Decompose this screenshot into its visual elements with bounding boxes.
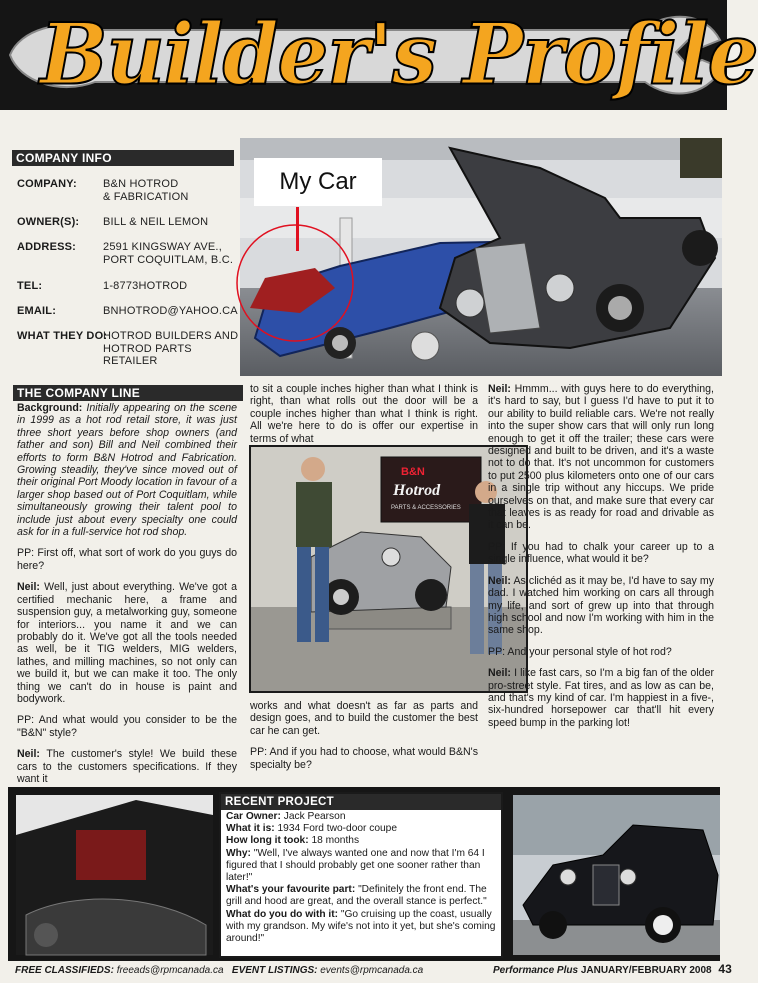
events-label: EVENT LISTINGS: <box>231 965 318 976</box>
recent-project-item-label: Car Owner: <box>226 811 281 822</box>
interview-column-2-top: to sit a couple inches higher than what I think is right, than what rolls out the door will be a couple inches higher than what I think is right. All we're here to do is offer our expertise in terms of what <box>250 383 478 445</box>
shop-sign-line2: Hotrod <box>393 482 441 499</box>
recent-project-item-label: What do you do with it: <box>226 908 339 920</box>
owners-photo <box>249 445 528 693</box>
company-info-panel <box>12 150 234 166</box>
footer-issue-line <box>493 962 732 976</box>
page-number: 43 <box>718 962 732 976</box>
annotation-label: My Car <box>254 158 382 206</box>
company-info-label: ADDRESS: <box>17 241 77 253</box>
recent-project-item-text: 1934 Ford two-door coupe <box>277 823 398 835</box>
background-label: Background: <box>17 402 83 414</box>
recent-project-item <box>226 848 496 885</box>
company-info-label: EMAIL: <box>17 305 57 317</box>
background-text: Initially appearing on the scene in 1999 as a hot rod retail store, it was just three short years before shop owners (and father and son) Bill and Neil combined their efforts to form B&N Hotrod and Fabrication. Growing steadily, they've since moved out of their original Port Moody location in favour of a larger shop based out of Port Coquitlam, while simultaneously growing their talent pool to include just about every specialty one could ask for in a full-service hot rod shop. <box>17 402 237 539</box>
question-2: PP: And what would you consider to be the "B&N" style? <box>17 714 237 739</box>
company-info-value: B&N HOTROD & FABRICATION <box>103 178 189 203</box>
answer-2-label: Neil: <box>17 748 40 761</box>
answer-4-label: Neil: <box>488 574 511 587</box>
company-info-value: 1-8773HOTROD <box>103 280 188 292</box>
column-2-continuation: works and what doesn't as far as parts and design goes, and to build the customer the best car he can get. <box>250 700 478 737</box>
company-info-label: COMPANY: <box>17 178 77 190</box>
interview-column-3 <box>488 383 714 738</box>
recent-project-item-label: What's your favourite part: <box>226 884 356 896</box>
footer-contact-line <box>15 965 495 976</box>
answer-1-label: Neil: <box>17 581 40 594</box>
question-5: PP: And your personal style of hot rod? <box>488 645 672 658</box>
answer-5: I like fast cars, so I'm a big fan of the older pro-street style. Fat tires, and as low as can be, and that's my kind of car. I'm happiest in a five-, six-hundred horsepower car that'll hit every speed bump in the parking lot! <box>488 667 714 729</box>
interview-column-1 <box>17 402 237 794</box>
recent-project-heading: RECENT PROJECT <box>221 794 501 810</box>
owners-with-car-illustration <box>251 447 526 691</box>
classifieds-email[interactable]: freeads@rpmcanada.ca <box>116 965 224 976</box>
question-3: PP: And if you had to choose, what would B&N's specialty be? <box>250 746 478 771</box>
recent-project-item-label: Why: <box>226 847 251 859</box>
company-info-label: OWNER(S): <box>17 216 80 228</box>
recent-project-item-text: Jack Pearson <box>283 811 346 822</box>
page-title: Builder's Profile <box>40 4 758 104</box>
answer-5-label: Neil: <box>488 667 511 680</box>
company-info-value[interactable]: BNHOTROD@YAHOO.CA <box>103 305 238 317</box>
recent-project-item <box>226 835 496 847</box>
page-header-banner <box>0 0 758 110</box>
recent-project-item-text: "Go cruising up the coast, usually with my grandson. My wife's not into it yet, but she's coming around!" <box>226 908 496 945</box>
recent-project-item-text: 18 months <box>311 835 360 847</box>
shop-sign-line1: B&N <box>401 466 425 478</box>
recent-project-item-label: What it is: <box>226 823 275 835</box>
company-info-value: HOTROD BUILDERS AND HOTROD PARTS RETAILER <box>103 330 239 367</box>
project-detail-photo <box>16 795 213 955</box>
company-info-heading: COMPANY INFO <box>12 150 234 166</box>
magazine-name: Performance Plus <box>493 965 579 976</box>
recent-project-item <box>226 811 496 823</box>
events-email[interactable]: events@rpmcanada.ca <box>320 965 424 976</box>
annotation-pointer <box>296 207 299 251</box>
answer-1: Well, just about everything. We've got a certified mechanic here, a frame and suspension guy, a metalworking guy, someone for interiors... you name it and we can probably do it. We've got all the tools needed as well, be it TIG welders, MIG welders, lathes, and milling machines, so not only can we build it, but we can make it too. The only thing we can't do in house is paint and bodywork. <box>17 581 237 705</box>
recent-project-item <box>226 884 496 908</box>
recent-project-item-text: "Well, I've always wanted one and now that I'm 64 I figured that I should probably get one sooner rather than later!" <box>226 847 485 884</box>
ford-coupe-illustration <box>513 795 720 955</box>
recent-project-item-label: How long it took: <box>226 835 309 847</box>
recent-project-items <box>221 810 501 946</box>
company-info-label: TEL: <box>17 280 43 292</box>
recent-project-item <box>226 823 496 835</box>
company-line-heading: THE COMPANY LINE <box>13 385 243 401</box>
answer-3: Hmmm... with guys here to do everything, it's hard to say, but I guess I'd have to put it to our ability to build reliable cars. We're not really into the super show cars that will only run long enough to get it off the trailer; these cars were designed and built to be driven, and it's a waste not to do that. It's not uncommon for customers to put 2500 plus kilometers onto one of our cars in a single trip without any hiccups. We pride ourselves on that, and make sure that every car that leaves is as ready for road and drivable as it can be. <box>488 383 714 532</box>
answer-3-label: Neil: <box>488 383 511 395</box>
answer-4: As clichéd as it may be, I'd have to say my dad. I watched him working on cars all through my life, and sort of grew up into that through high school and now I'm working with him in the same shop. <box>488 574 715 637</box>
question-1: PP: First off, what sort of work do you guys do here? <box>17 547 237 572</box>
shop-sign-line3: PARTS & ACCESSORIES <box>391 505 461 511</box>
classifieds-label: FREE CLASSIFIEDS: <box>15 965 114 976</box>
project-car-photo <box>513 795 720 955</box>
company-info-value: BILL & NEIL LEMON <box>103 216 209 228</box>
recent-project-item-text: "Definitely the front end. The grill and hood are great, and the overall stance is perfect." <box>226 884 487 908</box>
recent-project-panel <box>219 792 503 958</box>
answer-2: The customer's style! We build these cars to the customers specifications. If they want it <box>17 748 237 785</box>
engine-bay-illustration <box>16 795 213 955</box>
issue-date: JANUARY/FEBRUARY 2008 <box>580 965 712 976</box>
company-info-label: WHAT THEY DO: <box>17 330 108 342</box>
company-info-value: 2591 KINGSWAY AVE., PORT COQUITLAM, B.C. <box>103 241 234 266</box>
recent-project-item <box>226 909 496 946</box>
interview-column-2-bottom <box>250 700 478 780</box>
question-4: PP: If you had to chalk your career up to a single influence, what would it be? <box>488 540 714 566</box>
